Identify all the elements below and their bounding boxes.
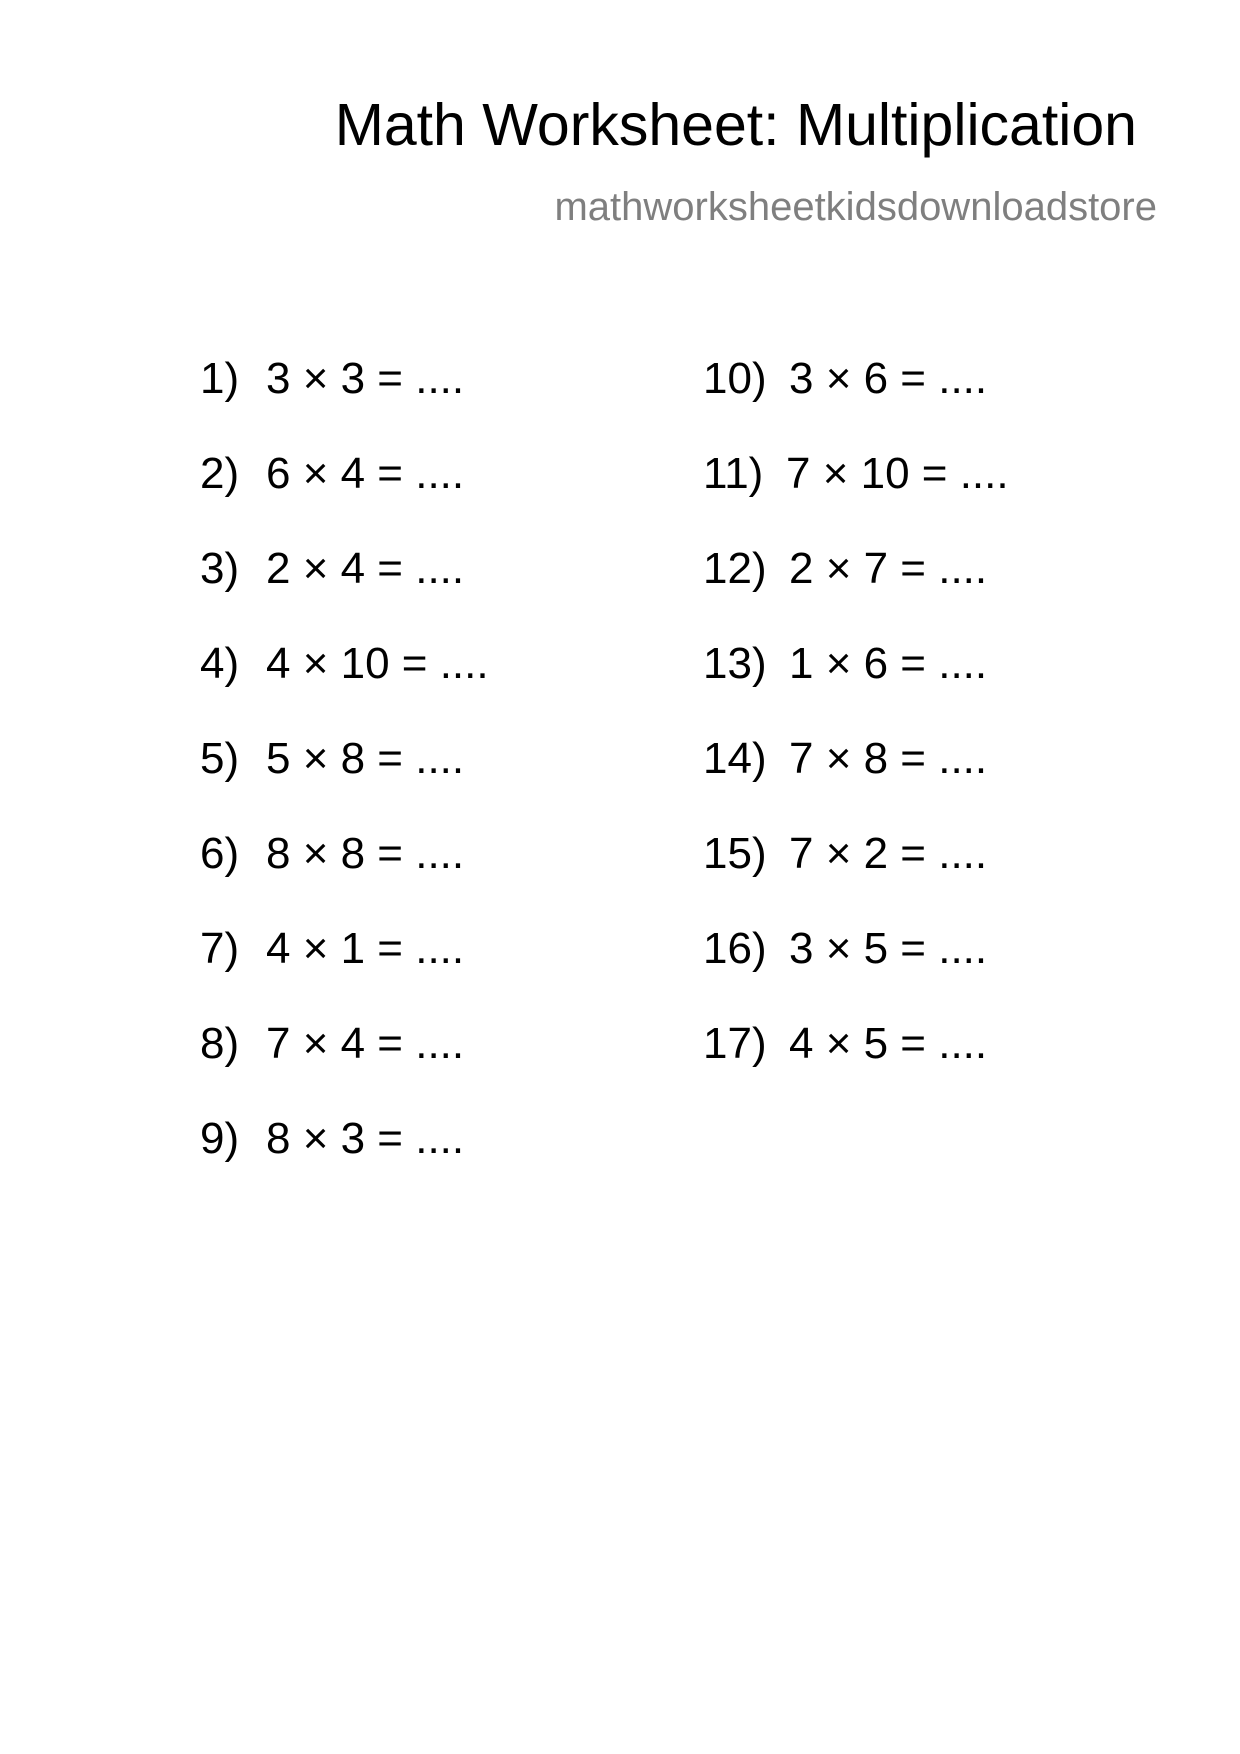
problem-expression: 3 × 5 = .... xyxy=(789,924,988,973)
problem-number: 6) xyxy=(200,829,240,878)
problem-expression: 4 × 1 = .... xyxy=(266,924,465,973)
problem-number: 4) xyxy=(200,639,240,688)
worksheet-subtitle: mathworksheetkidsdownloadstore xyxy=(554,185,1157,229)
problem-item xyxy=(200,1114,489,1212)
problem-expression: 4 × 5 = .... xyxy=(789,1019,988,1068)
problem-expression: 8 × 3 = .... xyxy=(266,1114,465,1163)
problem-expression: 3 × 6 = .... xyxy=(789,354,988,403)
problem-item xyxy=(200,734,489,832)
problem-number: 12) xyxy=(703,544,767,593)
problem-expression: 5 × 8 = .... xyxy=(266,734,465,783)
problem-expression: 1 × 6 = .... xyxy=(789,639,988,688)
problem-item xyxy=(200,924,489,1022)
problem-item xyxy=(703,639,1009,737)
problem-item xyxy=(703,924,1009,1022)
problem-number: 5) xyxy=(200,734,240,783)
problem-number: 16) xyxy=(703,924,767,973)
problem-number: 3) xyxy=(200,544,240,593)
problem-expression: 7 × 10 = .... xyxy=(786,449,1009,498)
problem-column-right xyxy=(703,354,1009,1117)
worksheet-title: Math Worksheet: Multiplication xyxy=(334,92,1137,158)
problem-expression: 8 × 8 = .... xyxy=(266,829,465,878)
problem-item xyxy=(703,734,1009,832)
problem-item xyxy=(200,354,489,452)
problem-expression: 7 × 4 = .... xyxy=(266,1019,465,1068)
problem-expression: 2 × 7 = .... xyxy=(789,544,988,593)
problem-number: 10) xyxy=(703,354,767,403)
problem-item xyxy=(200,544,489,642)
problem-number: 17) xyxy=(703,1019,767,1068)
problem-expression: 4 × 10 = .... xyxy=(266,639,489,688)
problem-item xyxy=(200,829,489,927)
problem-number: 1) xyxy=(200,354,240,403)
problem-expression: 7 × 2 = .... xyxy=(789,829,988,878)
problem-number: 11) xyxy=(703,449,764,498)
problem-expression: 2 × 4 = .... xyxy=(266,544,465,593)
problem-item xyxy=(703,544,1009,642)
problem-item xyxy=(200,449,489,547)
problem-item xyxy=(200,639,489,737)
problem-expression: 6 × 4 = .... xyxy=(266,449,465,498)
problem-column-left xyxy=(200,354,489,1212)
problem-number: 13) xyxy=(703,639,767,688)
problem-number: 2) xyxy=(200,449,240,498)
problem-item xyxy=(703,1019,1009,1117)
problem-item xyxy=(200,1019,489,1117)
problem-number: 9) xyxy=(200,1114,240,1163)
problem-number: 15) xyxy=(703,829,767,878)
problem-number: 7) xyxy=(200,924,240,973)
problem-expression: 7 × 8 = .... xyxy=(789,734,988,783)
problem-expression: 3 × 3 = .... xyxy=(266,354,465,403)
problem-item xyxy=(703,449,1009,547)
problem-item xyxy=(703,829,1009,927)
problem-number: 14) xyxy=(703,734,767,783)
problem-number: 8) xyxy=(200,1019,240,1068)
problem-item xyxy=(703,354,1009,452)
